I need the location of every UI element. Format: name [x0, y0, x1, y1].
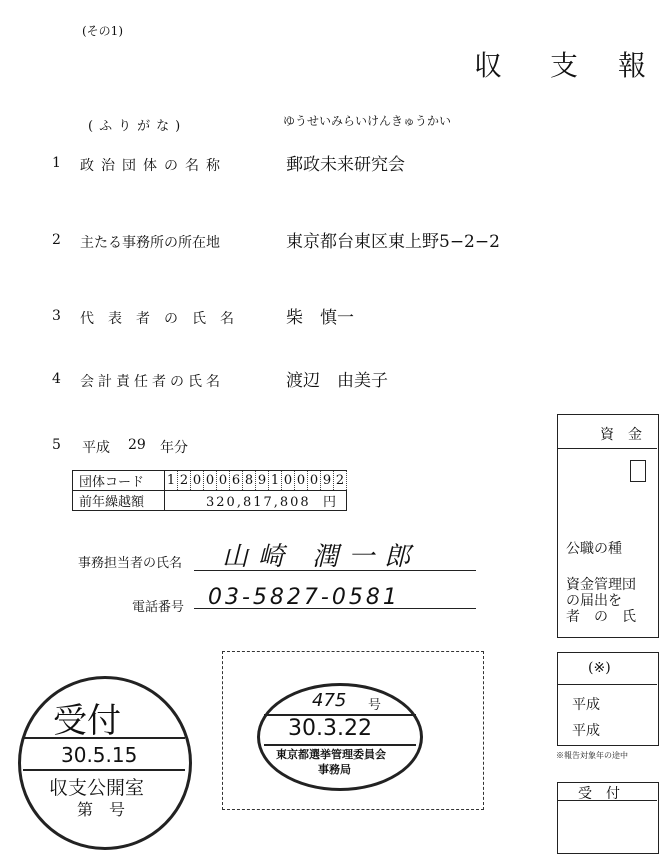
staff-name-handwritten: 山崎 潤一郎	[222, 542, 421, 572]
code-row	[73, 471, 347, 491]
note-box-row2: 平成	[572, 723, 600, 739]
code-digit: 0	[282, 471, 295, 491]
field-1-number: 1	[52, 155, 61, 171]
code-digit: 1	[165, 471, 178, 491]
code-digit: 0	[217, 471, 230, 491]
code-digit: 0	[191, 471, 204, 491]
code-digit: 8	[243, 471, 256, 491]
code-digit: 0	[204, 471, 217, 491]
fund-box-checkbox	[630, 460, 646, 482]
stamp-number: 475	[312, 690, 347, 711]
furigana-value: ゆうせいみらいけんきゅうかい	[283, 114, 452, 128]
received-stamp-date: 30.5.15	[61, 743, 138, 767]
field-2-number: 2	[52, 232, 61, 248]
phone-label: 電話番号	[132, 600, 185, 615]
code-digit: 9	[256, 471, 269, 491]
note-footnote: ※報告対象年の途中	[556, 751, 628, 760]
staff-name-underline	[194, 570, 476, 571]
field-3-label: 代表者の氏名	[80, 311, 248, 327]
received-stamp-rule-bottom	[23, 769, 185, 771]
year-value: 29	[128, 437, 146, 453]
carryover-row	[73, 491, 347, 511]
code-digit: 0	[308, 471, 321, 491]
received-stamp	[18, 676, 192, 850]
code-digit: 0	[295, 471, 308, 491]
carryover-unit: 円	[322, 495, 338, 510]
carryover-amount	[165, 491, 347, 511]
field-4-value: 渡辺 由美子	[286, 371, 388, 391]
code-digit: 9	[321, 471, 334, 491]
field-2-value: 東京都台東区東上野5−2−2	[286, 232, 500, 252]
fund-box-line3: の届出を	[566, 593, 622, 609]
title-char-2: 支	[550, 49, 579, 82]
code-digit: 1	[269, 471, 282, 491]
received-stamp-number-label: 第 号	[77, 800, 126, 819]
note-box-header-rule	[557, 684, 657, 685]
field-1-value: 郵政未来研究会	[286, 155, 405, 175]
fund-box-line4: 者 の 氏	[566, 609, 636, 625]
field-2-label: 主たる事務所の所在地	[80, 235, 220, 251]
fund-box-header: 資 金	[600, 427, 642, 443]
staff-name-label: 事務担当者の氏名	[78, 556, 183, 571]
received-stamp-office: 収支公開室	[49, 777, 145, 799]
field-1-label: 政治団体の名称	[80, 158, 227, 174]
year-era: 平成	[82, 440, 110, 456]
election-commission-stamp	[257, 683, 423, 791]
stamp-org-line1: 東京都選挙管理委員会	[276, 748, 386, 761]
page-label: (その1)	[82, 24, 123, 38]
field-3-value: 柴 慎一	[286, 308, 354, 328]
receipt-box-header: 受 付	[578, 786, 620, 802]
stamp-date: 30.3.22	[288, 716, 372, 741]
furigana-label: (ふりがな)	[88, 119, 187, 134]
fund-box-line1: 公職の種	[566, 541, 622, 557]
stamp-org-line2: 事務局	[318, 763, 351, 776]
phone-handwritten: 03-5827-0581	[208, 585, 400, 610]
received-stamp-rule-top	[23, 737, 185, 739]
group-code-table	[72, 470, 347, 511]
year-suffix: 年分	[160, 440, 188, 456]
title-char-3: 報	[618, 49, 647, 82]
fund-box-line2: 資金管理団	[566, 577, 636, 593]
note-box-row1: 平成	[572, 697, 600, 713]
code-digit: 2	[334, 471, 347, 491]
phone-underline	[194, 608, 476, 609]
group-code-label: 団体コード	[73, 471, 165, 491]
carryover-label: 前年繰越額	[73, 491, 165, 511]
field-3-number: 3	[52, 308, 61, 324]
code-digit: 2	[178, 471, 191, 491]
field-4-label: 会計責任者の氏名	[80, 374, 224, 390]
field-4-number: 4	[52, 371, 61, 387]
stamp-number-suffix: 号	[368, 698, 382, 713]
title-char-1: 収	[474, 49, 503, 82]
fund-box-header-rule	[557, 448, 657, 449]
code-digit: 6	[230, 471, 243, 491]
note-box-header: (※)	[588, 660, 611, 676]
field-5-number: 5	[52, 437, 61, 453]
carryover-value: 320,817,808	[206, 495, 311, 510]
received-stamp-title: 受付	[53, 701, 121, 741]
